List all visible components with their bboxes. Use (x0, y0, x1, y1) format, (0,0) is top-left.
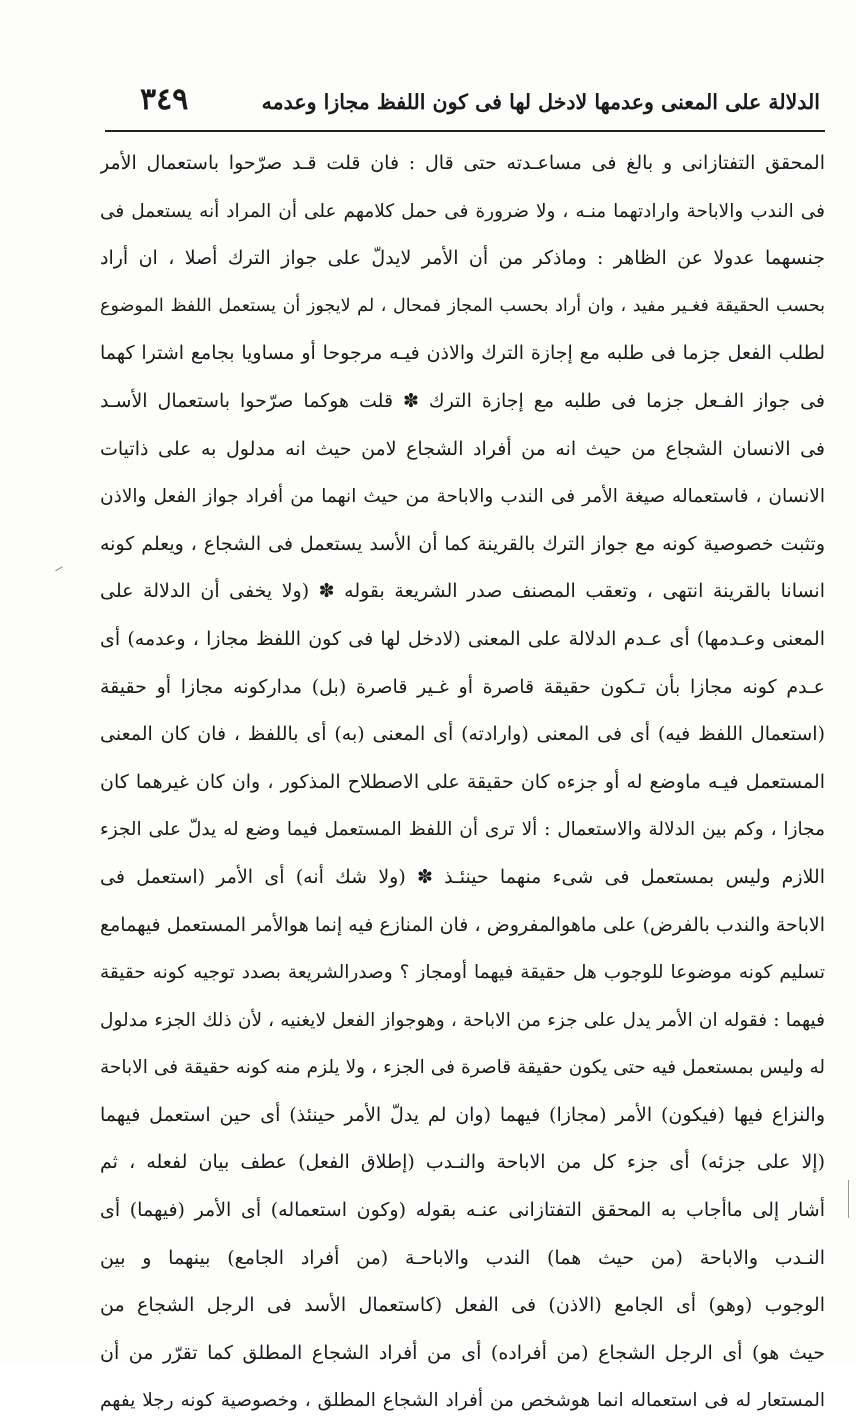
text-line: (استعمال اللفظ فيه) أى فى المعنى (وارادته) أى المعنى (به) أى باللفظ ، فان كان المعنى (100, 723, 825, 746)
text-line: أشار إلى ماأجاب به المحقق التفتازانى عنـه بقوله (وكون استعماله) أى الأمر (فيهما) أى (100, 1199, 825, 1222)
text-line: النـدب والاباحة (من حيث هما) الندب والاباحـة (من أفراد الجامع) بينهما و بين (100, 1246, 825, 1269)
margin-pencil-mark (55, 566, 64, 574)
text-line: جنسهما عدولا عن الظاهر : وماذكر من أن الأمر لايدلّ على جواز الترك أصلا ، ان أراد (100, 247, 825, 270)
text-line: فى جواز الفـعل جزما فى طلبه مع إجازة الترك ✽ قلت هوكما صرّحوا باستعمال الأسـد (100, 389, 825, 412)
header-rule (105, 130, 825, 132)
page-header (120, 80, 820, 130)
text-line: المستعار له فى استعماله انما هوشخص من أفراد الشجاع المطلق ، وخصوصية كونه رجلا يفهم (100, 1390, 825, 1412)
text-line: بحسب الحقيقة فغـير مفيد ، وان أراد بحسب المجاز فمحال ، لم لايجوز أن يستعمل اللفظ الموضوع (100, 295, 825, 316)
text-line: اللازم وليس بمستعمل فى شىء منهما حينئـذ ✽ (ولا شك أنه) أى الأمر (استعمل فى (100, 865, 825, 888)
text-line: عـدم كونه مجازا بأن تـكون حقيقة قاصرة أو غـير قاصرة (بل) مداركونه مجازا أو حقيقة (100, 675, 825, 698)
text-line: الانسان ، فاستعماله صيغة الأمر فى الندب والاباحة من حيث انهما من أفراد جواز الفعل والاذن (100, 486, 825, 508)
running-title: الدلالة على المعنى وعدمها لادخل لها فى كون اللفظ مجازا وعدمه (261, 90, 820, 114)
text-line: والنزاع فيها (فيكون) الأمر (مجازا) فيهما (وان لم يدلّ الأمر حينئذ) أى حين استعمل فيهما (100, 1103, 825, 1126)
text-line: (إلا على جزئه) أى جزء كل من الاباحة والنـدب (إطلاق الفعل) عطف بيان لفعله ، ثم (100, 1151, 825, 1174)
page-number: ٣٤٩ (140, 82, 189, 117)
text-line: الاباحة والندب بالفرض) على ماهوالمفروض ، فان المنازع فيه إنما هوالأمر المستعمل فيهمامع (100, 913, 825, 936)
text-line: الوجوب (وهو) أى الجامع (الاذن) فى الفعل (كاستعمال الأسد فى الرجل الشجاع من (100, 1294, 825, 1317)
text-line: انسانا بالقرينة انتهى ، وتعقب المصنف صدر الشريعة بقوله ✽ (ولا يخفى أن الدلالة على (100, 580, 825, 603)
text-line: مجازا ، وكم بين الدلالة والاستعمال : ألا ترى أن اللفظ المستعمل فيما وضع له يدلّ على الجزء (100, 819, 825, 841)
body-text (100, 140, 825, 1425)
text-line: لطلب الفعل جزما فى طلبه مع إجازة الترك والاذن فيـه مرجوحا أو مساويا بجامع اشترا كهما (100, 342, 825, 365)
text-line: فى الانسان الشجاع من حيث انه من أفراد الشجاع لامن حيث انه مدلول به على ذاتيات (100, 437, 825, 460)
text-line: تسليم كونه موضوعا للوجوب هل حقيقة فيهما أومجاز ؟ وصدرالشريعة بصدد توجيه كونه حقيقة (100, 962, 825, 984)
text-line: المستعمل فيـه ماوضع له أو جزءه كان حقيقة على الاصطلاح المذكور ، وان كان غيرهما كان (100, 770, 825, 793)
text-line: فيهما : فقوله ان الأمر يدل على جزء من الاباحة ، وهوجواز الفعل لايغنيه ، لأن ذلك الجزء مدلول (100, 1009, 825, 1031)
text-line: وتثبت خصوصية كونه مع جواز الترك بالقرينة كما أن الأسد يستعمل فى الشجاع ، ويعلم كونه (100, 532, 825, 555)
text-line: له وليس بمستعمل فيه حتى يكون حقيقة قاصرة فى الجزء ، ولا يلزم منه كونه حقيقة فى الاباحة (100, 1057, 825, 1079)
text-line: حيث هو) أى الرجل الشجاع (من أفراده) أى من أفراد الشجاع المطلق كما تقرّر من أن (100, 1341, 825, 1364)
page-edge-mark (848, 1180, 849, 1218)
text-line: المعنى وعـدمها) أى عـدم الدلالة على المعنى (لادخل لها فى كون اللفظ مجازا ، وعدمه) أى (100, 627, 825, 650)
text-line: المحقق التفتازانى و بالغ فى مساعـدته حتى قال : فان قلت قـد صرّحوا باستعمال الأمر (100, 152, 825, 174)
text-line: فى الندب والاباحة وارادتهما منـه ، ولا ضرورة فى حمل كلامهم على أن المراد أنه يستعمل فى (100, 200, 825, 222)
